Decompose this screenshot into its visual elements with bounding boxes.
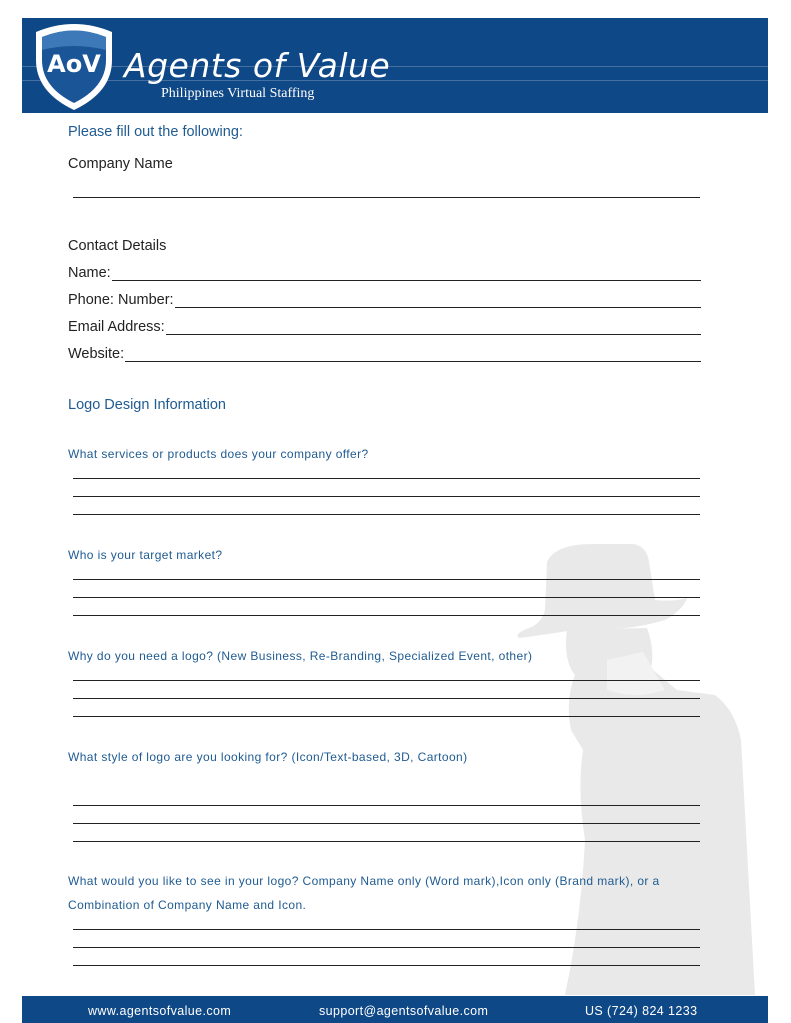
question-logo-need: Why do you need a logo? (New Business, Re-Branding, Specialized Event, other) [68, 649, 533, 663]
brand-name: Agents of Value [124, 46, 391, 85]
answer-line[interactable] [73, 929, 700, 930]
phone-field[interactable] [175, 293, 701, 308]
answer-line[interactable] [73, 579, 700, 580]
logo-design-heading: Logo Design Information [68, 397, 226, 413]
answer-line[interactable] [73, 615, 700, 616]
name-field[interactable] [112, 266, 701, 281]
shield-logo-icon [28, 20, 120, 112]
header-banner [22, 18, 768, 113]
email-field[interactable] [166, 320, 701, 335]
footer-bar [22, 996, 768, 1023]
company-name-field[interactable] [73, 197, 700, 198]
form-intro: Please fill out the following: [68, 124, 243, 140]
answer-line[interactable] [73, 698, 700, 699]
phone-label: Phone: Number: [68, 292, 174, 308]
answer-line[interactable] [73, 514, 700, 515]
logo-mark-text: AoV [47, 50, 101, 78]
answer-line[interactable] [73, 823, 700, 824]
question-logo-style: What style of logo are you looking for? (Icon/Text-based, 3D, Cartoon) [68, 750, 468, 764]
footer-email[interactable]: support@agentsofvalue.com [319, 1004, 489, 1018]
answer-line[interactable] [73, 478, 700, 479]
footer-website[interactable]: www.agentsofvalue.com [88, 1004, 232, 1018]
answer-line[interactable] [73, 496, 700, 497]
answer-line[interactable] [73, 947, 700, 948]
email-row [68, 319, 701, 335]
name-label: Name: [68, 265, 111, 281]
question-target-market: Who is your target market? [68, 548, 223, 562]
question-logo-content: What would you like to see in your logo? Company Name only (Word mark),Icon only (Brand mark), or a [68, 874, 660, 888]
contact-details-heading: Contact Details [68, 238, 167, 254]
answer-line[interactable] [73, 805, 700, 806]
phone-row [68, 292, 701, 308]
brand-tagline: Philippines Virtual Staffing [161, 86, 315, 101]
footer-phone: US (724) 824 1233 [585, 1004, 698, 1018]
email-label: Email Address: [68, 319, 165, 335]
answer-line[interactable] [73, 716, 700, 717]
question-logo-content-cont: Combination of Company Name and Icon. [68, 898, 307, 912]
website-field[interactable] [125, 347, 701, 362]
name-row [68, 265, 701, 281]
company-name-label: Company Name [68, 156, 173, 172]
website-row [68, 346, 701, 362]
answer-line[interactable] [73, 680, 700, 681]
question-services: What services or products does your company offer? [68, 447, 369, 461]
answer-line[interactable] [73, 841, 700, 842]
answer-line[interactable] [73, 965, 700, 966]
man-in-hat-silhouette [515, 540, 755, 995]
website-label: Website: [68, 346, 125, 362]
answer-line[interactable] [73, 597, 700, 598]
